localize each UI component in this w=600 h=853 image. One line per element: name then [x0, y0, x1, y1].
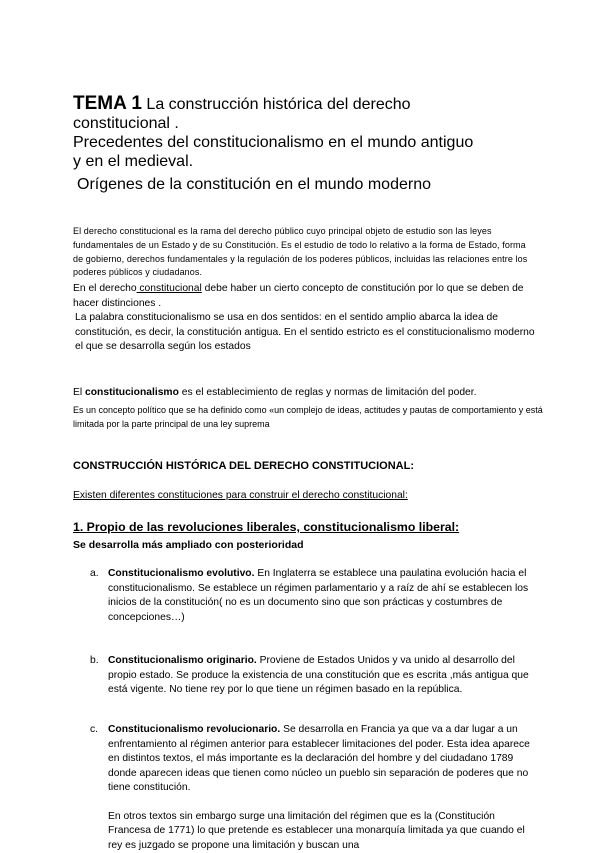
p3-text-a: El [73, 387, 85, 398]
list-item-text [108, 654, 530, 698]
paragraph-definicion [73, 386, 543, 401]
section-intro: Existen diferentes constituciones para construir el derecho constitucional: [73, 490, 408, 501]
list-item-continuation: En otros textos sin embargo surge una limitación del régimen que es la (Constitución Francesa de 1771) lo que pretende es establecer una monarquía limitada ya que cuando el rey es juzgado se propone una limitación y buscan una [108, 810, 530, 853]
list-item-bold: Constitucionalismo evolutivo. [108, 568, 254, 579]
subsection-heading: 1. Propio de las revoluciones liberales, constitucionalismo liberal: [73, 520, 459, 534]
list-item-text [108, 723, 530, 796]
title-line-3: Precedentes del constitucionalismo en el mundo antiguo [73, 133, 533, 152]
title-line-5: Orígenes de la constitución en el mundo moderno [73, 175, 533, 194]
list-item-letter: c. [90, 723, 108, 738]
title-line-1-text: La construcción histórica del derecho [142, 96, 411, 113]
p1-text-underlined: constitucional [137, 283, 202, 294]
section-heading: CONSTRUCCIÓN HISTÓRICA DEL DERECHO CONSTITUCIONAL: [73, 460, 414, 472]
list-item-text [108, 567, 530, 625]
list-item-body: Se desarrolla en Francia ya que va a dar lugar a un enfrentamiento al régimen anterior para establecer limitaciones del poder. Esta idea aparece en distintos textos, el más importante es la declaración del hombre y del ciudadano 1789 donde aparecen ideas que tienen como núcleo un pueblo sin separación de poderes que no tiene constitución. [108, 724, 530, 793]
list-item-letter: a. [90, 567, 108, 582]
title-line-1 [73, 94, 533, 114]
p1-text-a: En el derecho [73, 283, 137, 294]
paragraph-constitucionalismo: La palabra constitucionalismo se usa en dos sentidos: en el sentido amplio abarca la idea de constitución, es decir, la constitución antigua. En el sentido estricto es el constitucionalismo moderno el que se desarrolla según los estados [73, 311, 545, 355]
p3-text-c: es el establecimiento de reglas y normas de limitación del poder. [179, 387, 477, 398]
subsection-subtitle: Se desarrolla más ampliado con posterioridad [73, 539, 304, 551]
document-title [73, 94, 533, 194]
p3-text-bold: constitucionalismo [85, 387, 179, 398]
tema-label: TEMA 1 [73, 93, 142, 114]
list-item [90, 567, 530, 625]
title-line-2: constitucional . [73, 114, 533, 133]
list-item-letter: b. [90, 654, 108, 669]
paragraph-derecho [73, 282, 543, 311]
list-item [90, 723, 530, 853]
list-item-bold: Constitucionalismo revolucionario. [108, 724, 280, 735]
title-line-4: y en el medieval. [73, 152, 533, 171]
p1-text-b: debe haber un cierto concepto de constitución por lo que se deben de hacer distinciones . [73, 283, 524, 309]
intro-definition: El derecho constitucional es la rama del derecho público cuyo principal objeto de estudio son las leyes fundamentales de un Estado y de su Constitución. Es el estudio de todo lo relativo a la forma de Estado, forma de gobierno, derechos fundamentales y la regulación de los poderes públicos, incluidas las relaciones entre los poderes públicos y ciudadanos. [73, 225, 533, 280]
list-item-body: En Inglaterra se establece una paulatina evolución hacia el constitucionalismo. Se establece un régimen parlamentario y a raíz de ahí se establecen los inicios de la constitución( no es un documento sino que son prácticas y costumbres de concepciones…) [108, 568, 528, 623]
paragraph-concepto: Es un concepto político que se ha definido como «un complejo de ideas, actitudes y pautas de comportamiento y está limitada por la parte principal de una ley suprema [73, 403, 543, 431]
list-item-body: Proviene de Estados Unidos y va unido al desarrollo del propio estado. Se produce la existencia de una constitución que es escrita ,más antigua que está vigente. No tiene rey por lo que tiene un régimen basado en la república. [108, 655, 529, 695]
list-item [90, 654, 530, 698]
list-item-bold: Constitucionalismo originario. [108, 655, 257, 666]
